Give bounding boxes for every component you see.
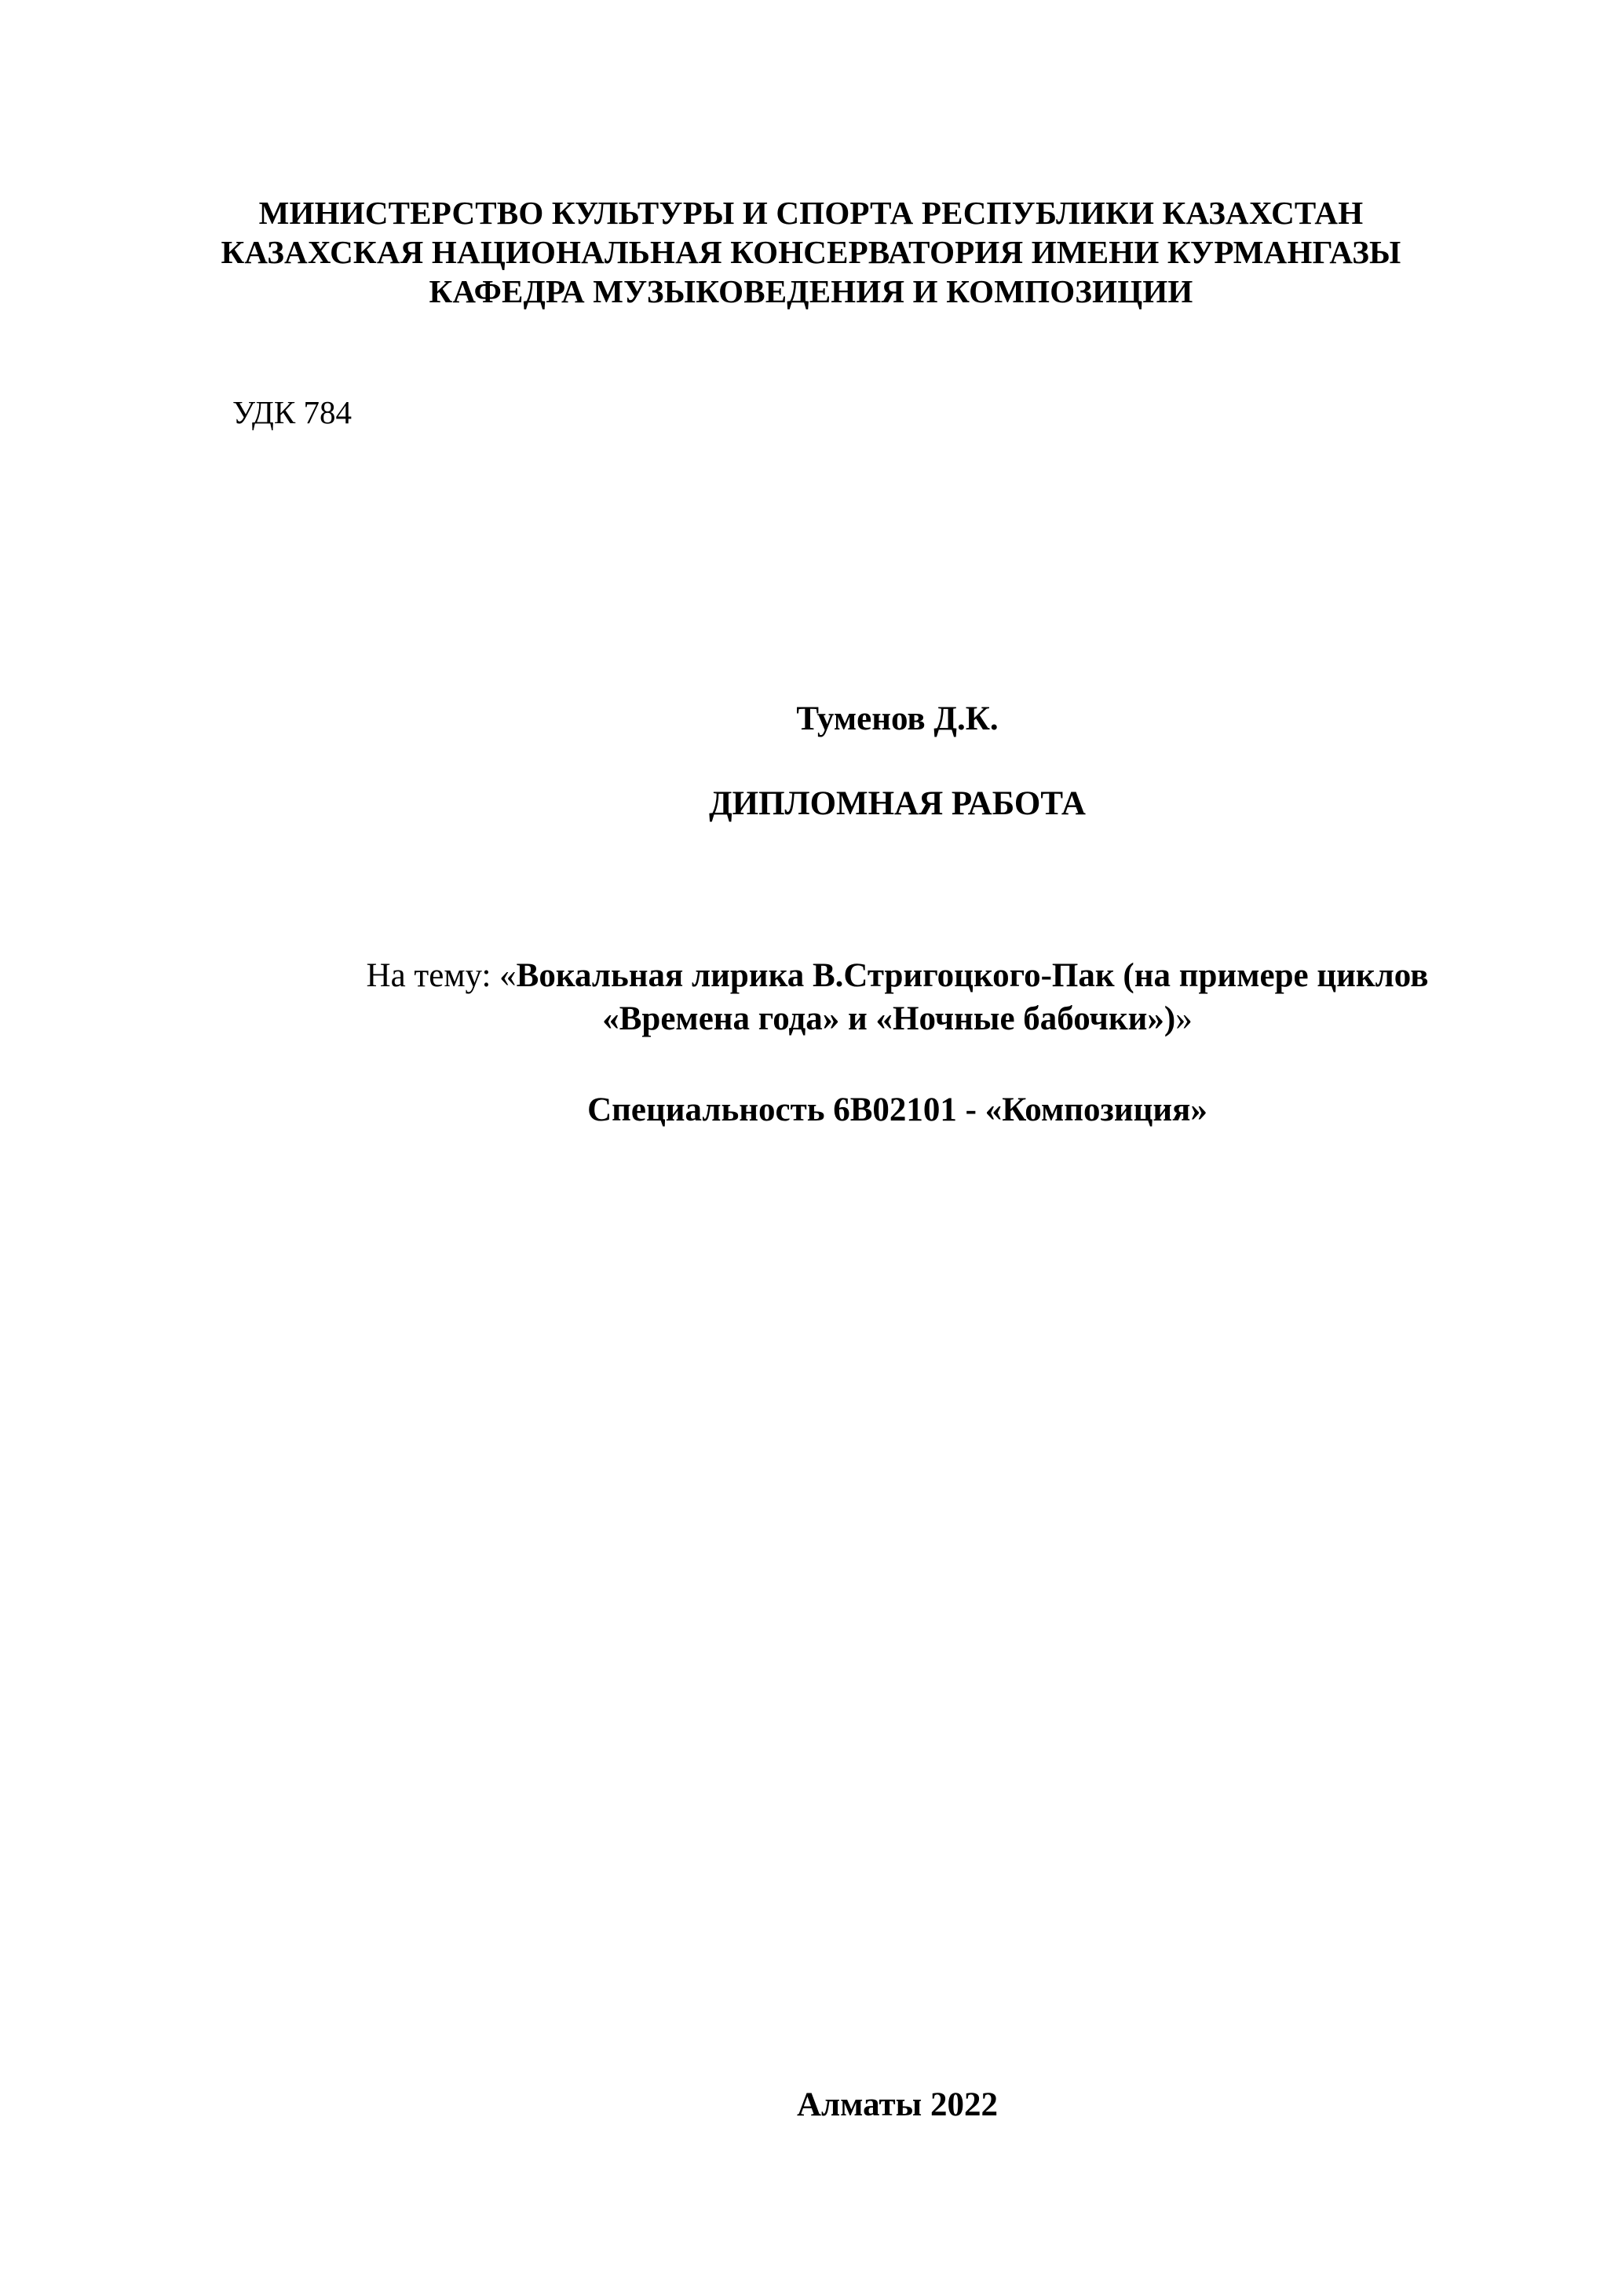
topic-title-line-1: Вокальная лирика В.Стригоцкого-Пак (на примере циклов xyxy=(516,957,1429,994)
topic-line-2 xyxy=(86,997,1622,1040)
city-year: Алматы 2022 xyxy=(796,2086,998,2123)
document-type: ДИПЛОМНАЯ РАБОТА xyxy=(709,785,1086,822)
author-name: Туменов Д.К. xyxy=(796,700,999,737)
conservatory-line: КАЗАХСКАЯ НАЦИОНАЛЬНАЯ КОНСЕРВАТОРИЯ ИМЕНИ КУРМАНГАЗЫ xyxy=(221,234,1401,270)
topic-title-line-2: «Времена года» и «Ночные бабочки») xyxy=(602,1000,1176,1037)
topic-prefix: На тему: « xyxy=(366,957,517,994)
institution-header xyxy=(0,193,1622,311)
udk-code: УДК 784 xyxy=(232,394,352,430)
topic-line-1 xyxy=(86,954,1622,997)
specialty: Специальность 6В02101 - «Композиция» xyxy=(587,1091,1207,1128)
thesis-topic xyxy=(86,954,1622,1040)
ministry-line: МИНИСТЕРСТВО КУЛЬТУРЫ И СПОРТА РЕСПУБЛИКИ КАЗАХСТАН xyxy=(258,195,1364,231)
department-line: КАФЕДРА МУЗЫКОВЕДЕНИЯ И КОМПОЗИЦИИ xyxy=(429,273,1193,309)
topic-suffix: » xyxy=(1175,1000,1193,1037)
